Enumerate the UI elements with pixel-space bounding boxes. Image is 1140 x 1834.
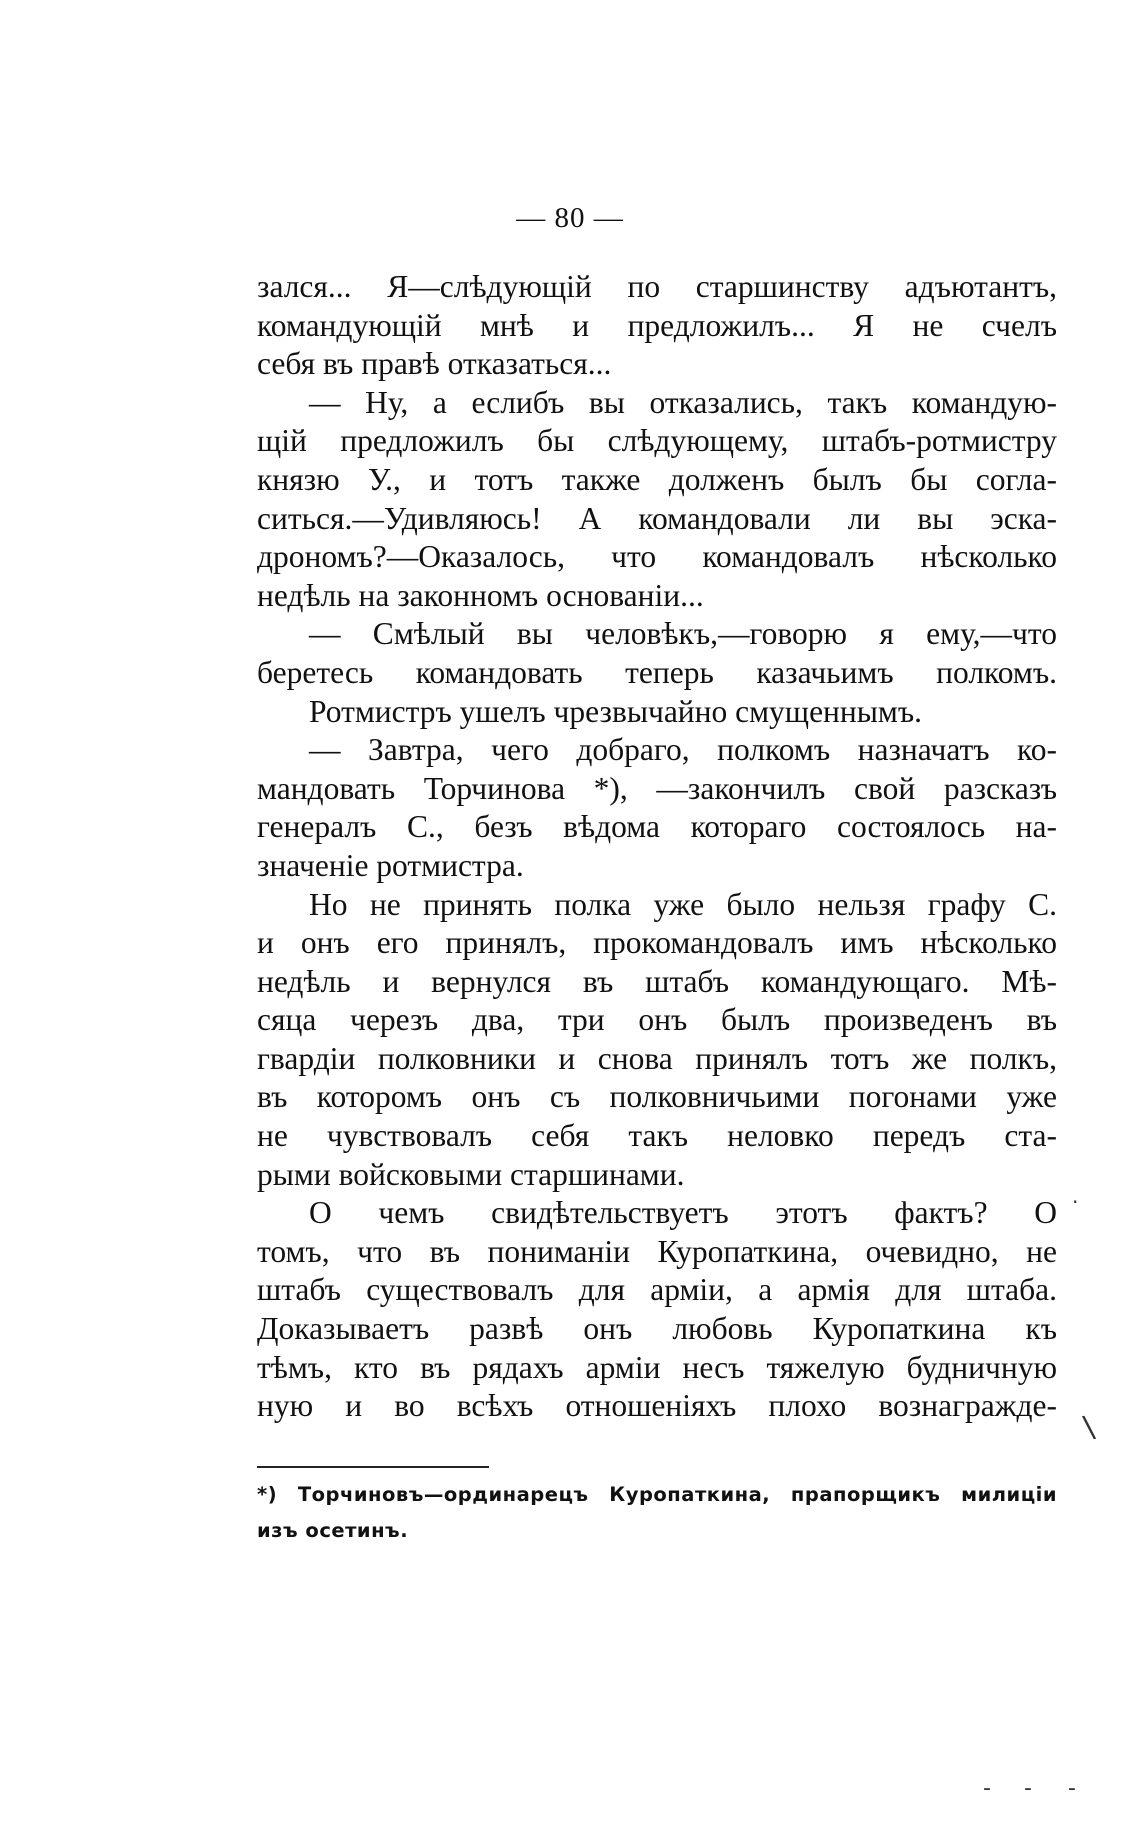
text-line: князю У., и тотъ также долженъ былъ бы согла- xyxy=(257,461,1057,497)
text-line: въ которомъ онъ съ полковничьими погонами уже xyxy=(257,1079,1057,1115)
text-line: томъ, что въ пониманіи Куропаткина, очевидно, не xyxy=(257,1233,1057,1269)
footnote xyxy=(257,1477,1057,1549)
text-line: рыми войсковыми старшинами. xyxy=(257,1156,685,1192)
text-line: щій предложилъ бы слѣдующему, штабъ-ротмистру xyxy=(257,423,1057,459)
text-line: себя въ правѣ отказаться... xyxy=(257,346,612,382)
text-line: генералъ С., безъ вѣдома котораго состоялось на- xyxy=(257,809,1057,845)
scan-dash-mark: - xyxy=(983,1776,991,1801)
text-line: беретесь командовать теперь казачьимъ полкомъ. xyxy=(257,654,1057,690)
text-line: Ротмистръ ушелъ чрезвычайно смущеннымъ. xyxy=(309,693,923,729)
text-line: — Завтра, чего добраго, полкомъ назначатъ ко- xyxy=(309,732,1057,768)
scan-dash-mark: - xyxy=(1068,1776,1076,1801)
text-line: — Ну, а еслибъ вы отказались, такъ командую- xyxy=(309,384,1057,420)
text-line: О чемъ свидѣтельствуетъ этотъ фактъ? О xyxy=(309,1195,1057,1231)
margin-slash-mark: \ xyxy=(1081,1409,1098,1446)
footnote-divider xyxy=(257,1466,489,1468)
text-line: командующій мнѣ и предложилъ... Я не счелъ xyxy=(257,307,1057,343)
print-speck: · xyxy=(1072,1190,1079,1214)
text-line: и онъ его принялъ, прокомандовалъ имъ нѣсколько xyxy=(257,925,1057,961)
footnote-line: *) Торчиновъ—ординарецъ Куропаткина, прапорщикъ милиціи xyxy=(257,1483,1057,1506)
text-line: ную и во всѣхъ отношеніяхъ плохо вознагражде- xyxy=(257,1388,1057,1424)
scan-dash-mark: - xyxy=(1024,1776,1032,1801)
text-line: мандовать Торчинова *), —закончилъ свой разсказъ xyxy=(257,770,1057,806)
text-line: зался... Я—слѣдующій по старшинству адъютантъ, xyxy=(257,269,1057,304)
text-line: штабъ существовалъ для арміи, а армія для штаба. xyxy=(257,1272,1057,1308)
text-line: сяца черезъ два, три онъ былъ произведенъ въ xyxy=(257,1002,1057,1038)
text-line: гвардіи полковники и снова принялъ тотъ же полкъ, xyxy=(257,1040,1057,1076)
body-text xyxy=(257,268,1057,1426)
footnote-line: изъ осетинъ. xyxy=(257,1519,409,1542)
text-line: дрономъ?—Оказалось, что командовалъ нѣсколько xyxy=(257,539,1057,575)
text-line: недѣль и вернулся въ штабъ командующаго. Мѣ- xyxy=(257,963,1057,999)
text-line: тѣмъ, кто въ рядахъ арміи несъ тяжелую будничную xyxy=(257,1349,1057,1385)
text-line: Доказываетъ развѣ онъ любовь Куропаткина къ xyxy=(257,1311,1057,1347)
text-line: значеніе ротмистра. xyxy=(257,847,524,883)
page-number: — 80 — xyxy=(516,202,624,234)
text-line: не чувствовалъ себя такъ неловко передъ ста- xyxy=(257,1118,1057,1154)
text-line: ситься.—Удивляюсь! А командовали ли вы эска- xyxy=(257,500,1057,536)
text-line: Но не принять полка уже было нельзя графу С. xyxy=(309,886,1057,922)
text-line: — Смѣлый вы человѣкъ,—говорю я ему,—что xyxy=(309,616,1057,652)
text-line: недѣль на законномъ основаніи... xyxy=(257,577,704,613)
